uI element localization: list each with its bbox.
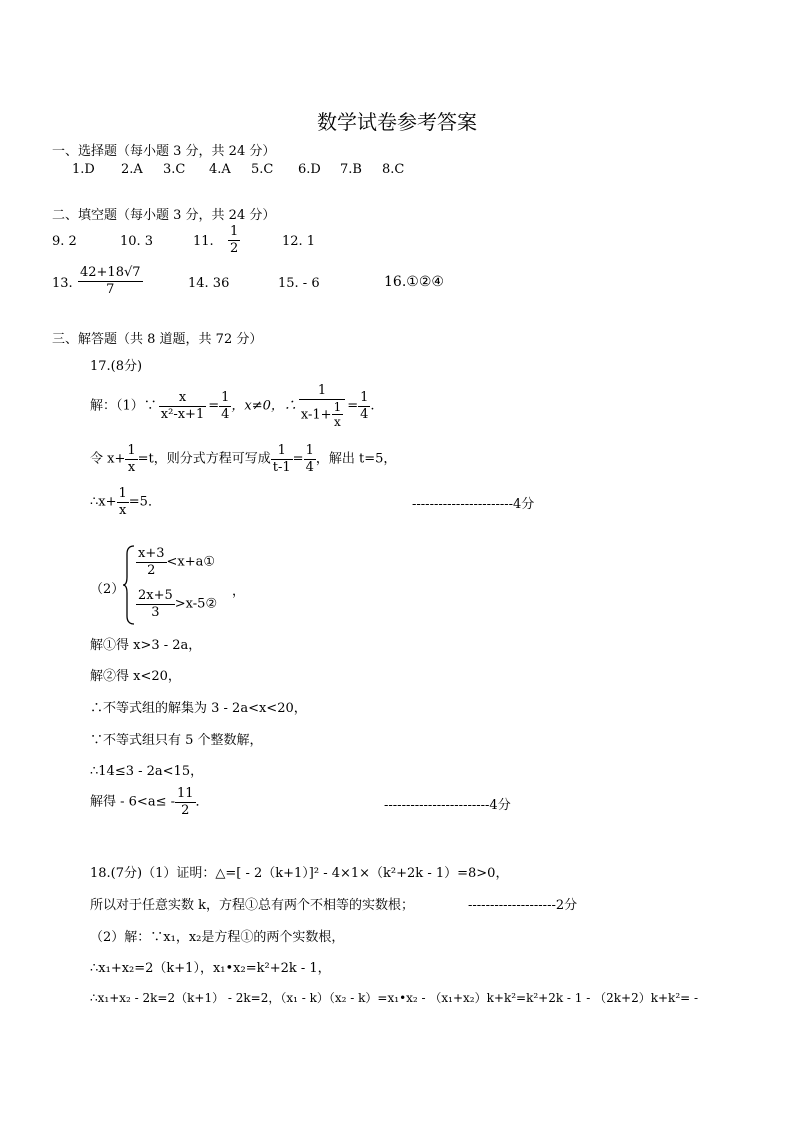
section2-heading: 二、填空题（每小题 3 分，共 24 分）	[52, 208, 276, 223]
answer-1: 1.D	[72, 162, 95, 177]
answer-7: 7.B	[340, 162, 362, 177]
p17-score-1: -----------------------4分	[412, 497, 535, 512]
fill-q11-fraction: $\frac{1}{2}$	[230, 224, 239, 256]
p18-line1: 18.(7分)（1）证明：△=[ - 2（k+1）]² - 4×1×（k²+2k - 1）=8>0，	[90, 866, 509, 881]
section1-heading: 一、选择题（每小题 3 分，共 24 分）	[52, 144, 276, 159]
p17-inequality-1: $\frac{x+3}{2}$ <x+a①	[138, 546, 216, 578]
p17-step-3: ∴不等式组的解集为 3 - 2a<x<20，	[90, 701, 307, 716]
fill-q16: 16.①②④	[384, 274, 444, 290]
p17-score-2: ------------------------4分	[384, 798, 511, 813]
p17-line3: ∴x+ $\frac{1}{x}$ =5．	[90, 486, 161, 518]
fill-q14: 14. 36	[188, 276, 230, 291]
fill-q10: 10. 3	[120, 234, 154, 249]
p17-part2-comma: ，	[232, 584, 246, 599]
answer-6: 6.D	[298, 162, 321, 177]
p17-title: 17.(8分)	[90, 359, 143, 374]
p18-line2: 所以对于任意实数 k，方程①总有两个不相等的实数根；	[90, 898, 415, 913]
page-title: 数学试卷参考答案	[317, 110, 477, 134]
fill-q11-label: 11.	[193, 234, 214, 249]
left-brace-icon	[122, 544, 136, 626]
p17-part2-label: （2）	[90, 582, 125, 597]
answer-3: 3.C	[163, 162, 186, 177]
fill-q9: 9. 2	[52, 234, 77, 249]
p18-line4: ∴x₁+x₂=2（k+1），x₁•x₂=k²+2k - 1，	[90, 961, 331, 976]
answer-4: 4.A	[209, 162, 231, 177]
p17-step-4: ∵不等式组只有 5 个整数解，	[90, 733, 263, 748]
p18-score-1: --------------------2分	[468, 898, 578, 913]
p18-line5: ∴x₁+x₂ - 2k=2（k+1） - 2k=2，（x₁ - k）（x₂ - k）=x₁•x₂ - （x₁+x₂）k+k²=k²+2k - 1 - （2k+2）k+k²= -	[90, 991, 699, 1005]
answer-8: 8.C	[382, 162, 405, 177]
answer-5: 5.C	[251, 162, 274, 177]
p17-step-2: 解②得 x<20，	[90, 669, 181, 684]
section3-heading: 三、解答题（共 8 道题，共 72 分）	[52, 332, 263, 347]
fill-q15: 15. - 6	[278, 276, 320, 291]
p18-line3: （2）解：∵x₁，x₂是方程①的两个实数根，	[90, 930, 345, 945]
p17-line1: 解：（1）∵ $\frac{x}{\text{x²-x+1}}$ = $\frac{1}{4}$ ，x≠0，∴ 1 x-1+ $\frac{1}{x}$ = $\frac{1}{4}$ .	[90, 383, 375, 429]
p17-final: 解得 - 6<a≤ - $\frac{11}{2}$ ．	[90, 786, 209, 818]
fill-q13-label: 13.	[52, 276, 73, 291]
p17-inequality-2: $\frac{2x+5}{3}$ >x-5②	[138, 588, 218, 620]
p17-step-5: ∴14≤3 - 2a<15，	[90, 764, 204, 779]
answer-2: 2.A	[121, 162, 143, 177]
p17-line2: 令 x+ $\frac{1}{x}$ =t，则分式方程可写成 $\frac{1}{t-1}$ = $\frac{1}{4}$ ，解出 t=5，	[90, 443, 397, 475]
fill-q13-fraction: $\frac{42+18√7}{7}$	[80, 265, 141, 297]
fill-q12: 12. 1	[282, 234, 316, 249]
p17-step-1: 解①得 x>3 - 2a，	[90, 638, 202, 653]
